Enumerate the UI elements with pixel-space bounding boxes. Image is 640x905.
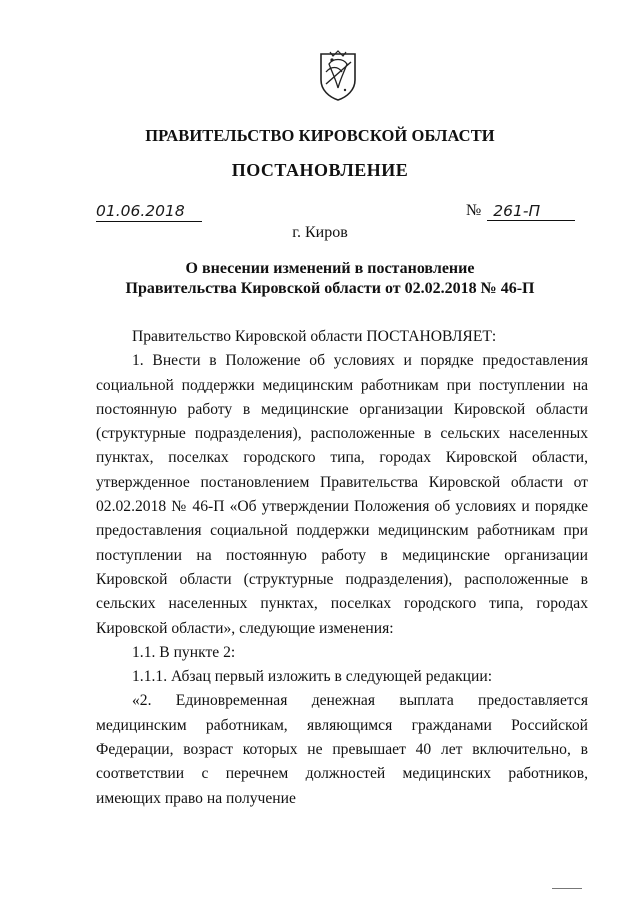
document-type: ПОСТАНОВЛЕНИЕ <box>231 160 409 180</box>
document-number-field <box>466 201 588 221</box>
document-subject <box>120 259 540 299</box>
document-number: 261-П <box>493 202 541 220</box>
body-paragraph-5: «2. Единовременная денежная выплата предоставляется медицинским работникам, являющимся гражданами Российской Федерации, возраст которых не превышает 40 лет включительно, в соответствии с перечнем должностей медицинских работников, имеющих право на получение <box>96 692 588 807</box>
body-paragraph-2: 1. Внести в Положение об условиях и порядке предоставления социальной поддержки медицинским работникам при поступлении на постоянную работу в медицинские организации Кировской области (структурные подразделения), расположенные в сельских населенных пунктах, поселках городского типа, городах Кировской области, утвержденное постановлением Правительства Кировской области от 02.02.2018 № 46-П «Об утверждении Положения об условиях и порядке предоставления социальной поддержки медицинским работникам при поступлении на постоянную работу в медицинские организации Кировской области (структурные подразделения), расположенные в сельских населенных пунктах, поселках городского типа, городах Кировской области», следующие изменения: <box>96 352 588 637</box>
document-date: 01.06.2018 <box>96 201 202 222</box>
document-body <box>96 325 588 811</box>
footer-mark <box>552 888 582 889</box>
body-paragraph-1: Правительство Кировской области ПОСТАНОВЛЯЕТ: <box>132 328 497 345</box>
body-paragraph-3: 1.1. В пункте 2: <box>132 643 236 661</box>
body-paragraph-4: 1.1.1. Абзац первый изложить в следующей редакции: <box>132 668 493 686</box>
number-sign: № <box>466 202 482 219</box>
coat-of-arms-icon <box>318 50 358 102</box>
city: г. Киров <box>292 224 348 241</box>
organization-title: ПРАВИТЕЛЬСТВО КИРОВСКОЙ ОБЛАСТИ <box>145 126 495 145</box>
subject-line-2: Правительства Кировской области от 02.02.2018 № 46-П <box>125 280 535 297</box>
subject-line-1: О внесении изменений в постановление <box>185 260 475 277</box>
